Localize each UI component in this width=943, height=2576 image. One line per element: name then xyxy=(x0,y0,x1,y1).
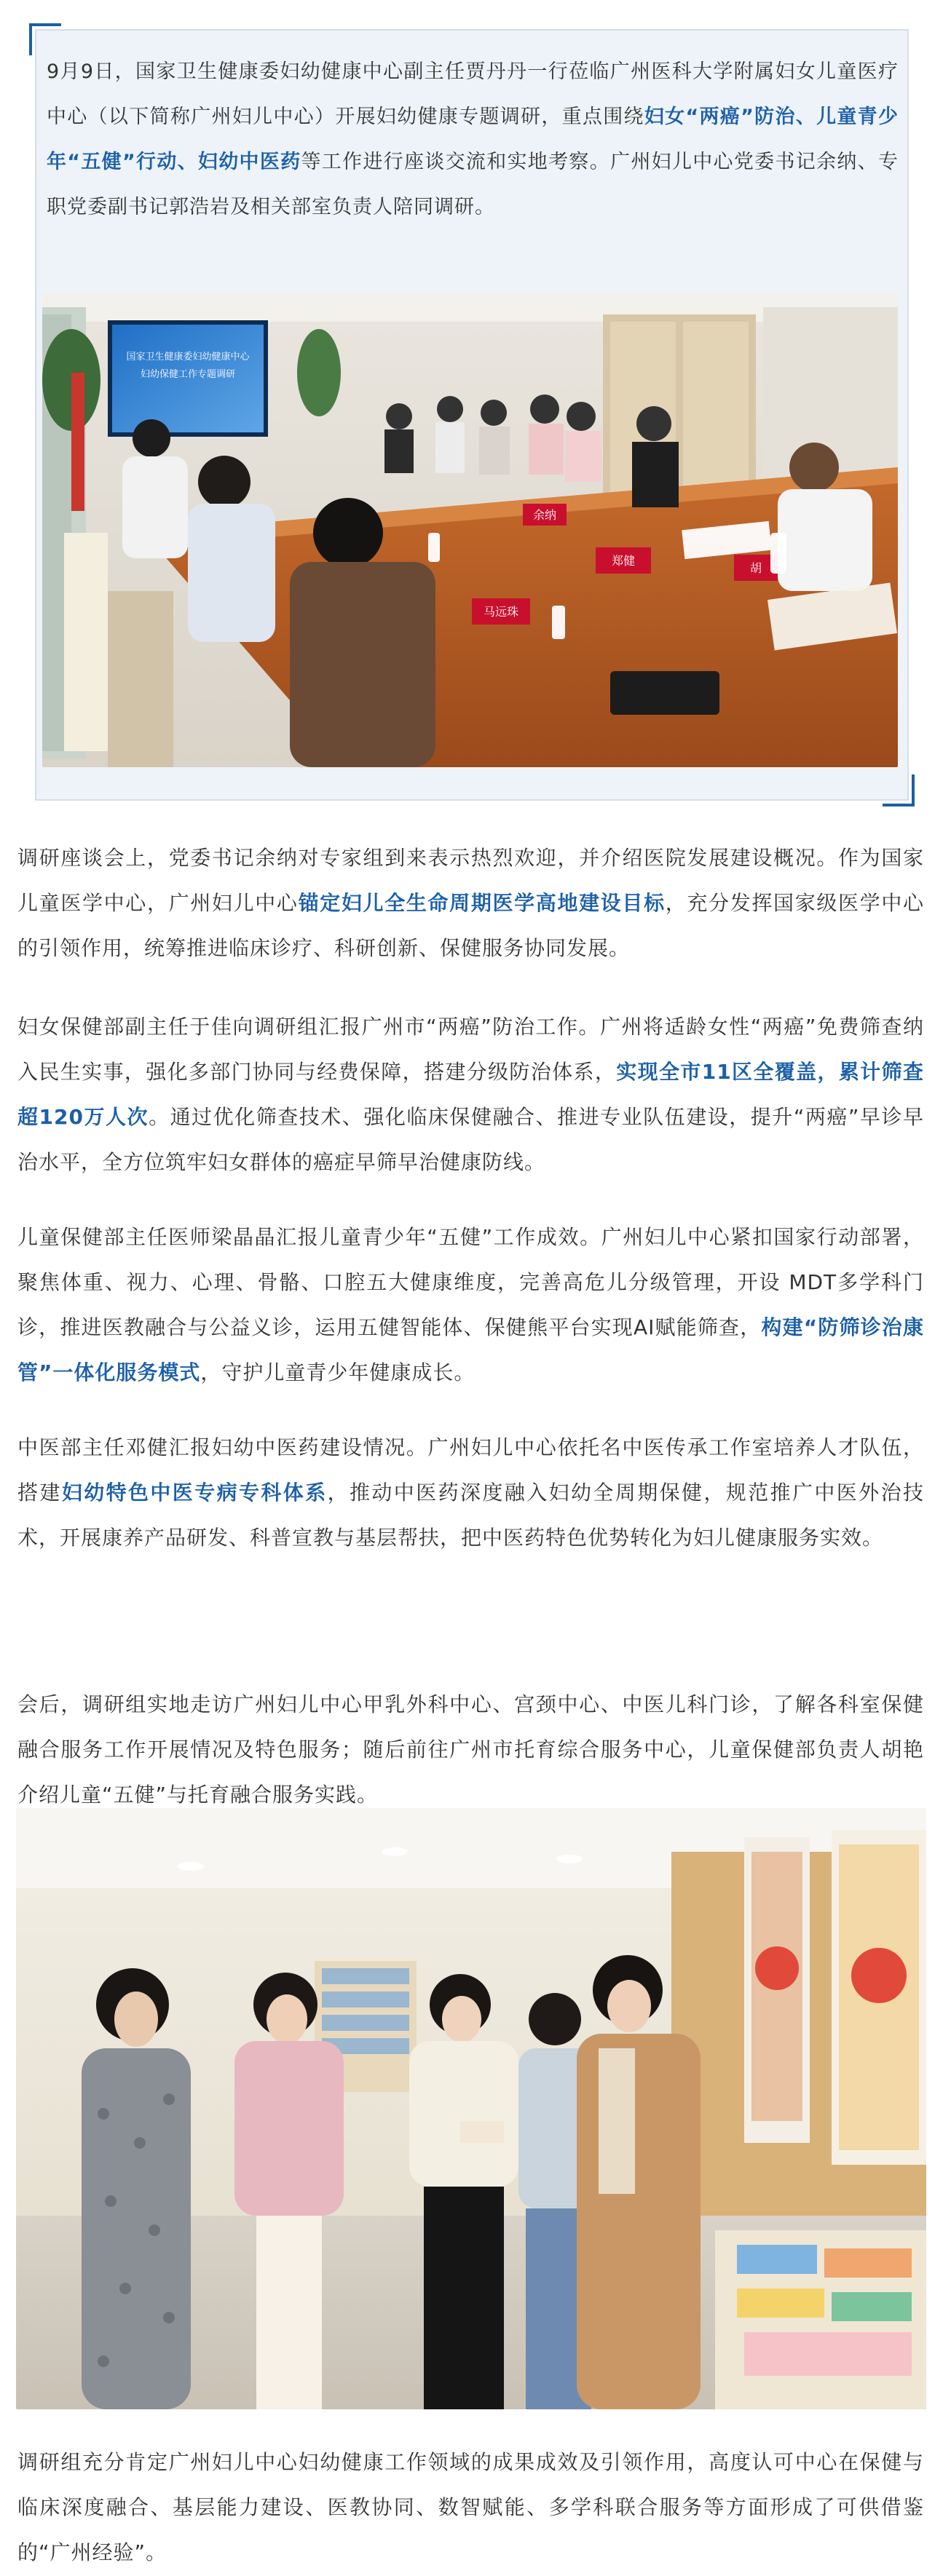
paragraph-6 xyxy=(17,2440,924,2575)
meeting-photo xyxy=(42,293,898,767)
p3-text-2: ，守护儿童青少年健康成长。 xyxy=(200,1360,476,1384)
site-visit-photo xyxy=(16,1808,926,2409)
nameplate-2: 郑健 xyxy=(611,554,636,568)
p3-text-1: 儿童保健部主任医师梁晶晶汇报儿童青少年“五健”工作成效。广州妇儿中心紧扣国家行动部署，聚焦体重、视力、心理、骨骼、口腔五大健康维度，完善高危儿分级管理，开设 MDT多学科门诊，推进医教融合与公益义诊，运用五健智能体、保健熊平台实现AI赋能筛查， xyxy=(17,1225,924,1339)
p1-text-2: ，充分发挥国家级医学中心的引领作用，统筹推进临床诊疗、科研创新、保健服务协同发展。 xyxy=(17,891,924,960)
paragraph-4 xyxy=(17,1425,924,1561)
nameplate-1: 马远珠 xyxy=(483,605,519,619)
intro-paragraph xyxy=(47,49,899,230)
p3-highlight: 构建“防筛诊治康管”一体化服务模式 xyxy=(17,1315,925,1384)
p2-text-1: 妇女保健部副主任于佳向调研组汇报广州市“两癌”防治工作。广州将适龄女性“两癌”免费筛查纳入民生实事，强化多部门协同与经费保障，搭建分级防治体系， xyxy=(17,1015,924,1084)
p6-text-1: 调研组充分肯定广州妇儿中心妇幼健康工作领域的成果成效及引领作用，高度认可中心在保健与临床深度融合、基层能力建设、医教协同、数智赋能、多学科联合服务等方面形成了可供借鉴的“广州经验”。 xyxy=(17,2450,924,2564)
intro-text-1: 9月9日，国家卫生健康委妇幼健康中心副主任贾丹丹一行莅临广州医科大学附属妇女儿童医疗中心（以下简称广州妇儿中心）开展妇幼健康专题调研，重点围绕 xyxy=(47,60,899,128)
intro-text-2: 等工作进行座谈交流和实地考察。广州妇儿中心党委书记余纳、专职党委副书记郭浩岩及相关部室负责人陪同调研。 xyxy=(47,151,899,218)
nameplate-4: 余纳 xyxy=(532,508,557,522)
p4-text-2: ，推动中医药深度融入妇幼全周期保健，规范推广中医外治技术，开展康养产品研发、科普宣教与基层帮扶，把中医药特色优势转化为妇儿健康服务实效。 xyxy=(17,1481,924,1550)
intro-highlight: 妇女“两癌”防治、儿童青少年“五健”行动、妇幼中医药 xyxy=(47,106,899,173)
paragraph-2 xyxy=(17,1004,924,1185)
screen-title-1: 国家卫生健康委妇幼健康中心 xyxy=(126,352,250,362)
p1-text-1: 调研座谈会上，党委书记余纳对专家组到来表示热烈欢迎，并介绍医院发展建设概况。作为国家儿童医学中心，广州妇儿中心 xyxy=(17,846,924,915)
paragraph-3 xyxy=(17,1215,924,1395)
p1-highlight: 锚定妇儿全生命周期医学高地建设目标 xyxy=(298,891,666,915)
p2-text-2: 。通过优化筛查技术、强化临床保健融合、推进专业队伍建设，提升“两癌”早诊早治水平，全方位筑牢妇女群体的癌症早筛早治健康防线。 xyxy=(17,1105,924,1174)
paragraph-1 xyxy=(17,836,924,971)
screen-title-2: 妇幼保健工作专题调研 xyxy=(140,369,236,380)
p4-text-1: 中医部主任邓健汇报妇幼中医药建设情况。广州妇儿中心依托名中医传承工作室培养人才队伍，搭建 xyxy=(17,1435,924,1505)
p5-text-1: 会后，调研组实地走访广州妇儿中心甲乳外科中心、宫颈中心、中医儿科门诊，了解各科室保健融合服务工作开展情况及特色服务；随后前往广州市托育综合服务中心，儿童保健部负责人胡艳介绍儿童“五健”与托育融合服务实践。 xyxy=(17,1692,924,1807)
meeting-photo-illustration xyxy=(42,293,898,767)
nameplate-3: 胡 xyxy=(749,561,762,575)
site-visit-photo-illustration xyxy=(16,1808,926,2409)
p4-highlight: 妇幼特色中医专病专科体系 xyxy=(61,1481,328,1505)
p2-highlight: 实现全市11区全覆盖，累计筛查超120万人次 xyxy=(17,1060,924,1129)
paragraph-5 xyxy=(17,1682,924,1818)
